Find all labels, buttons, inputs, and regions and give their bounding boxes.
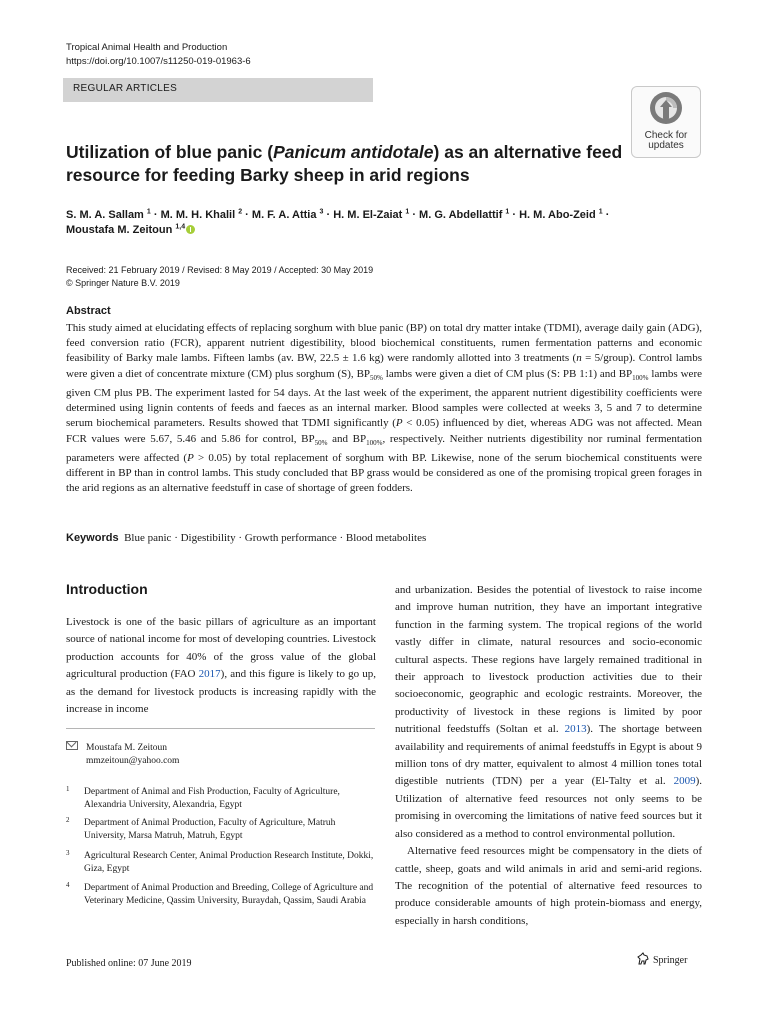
footnote-divider bbox=[66, 728, 375, 729]
author[interactable]: H. M. El-Zaiat bbox=[333, 209, 403, 221]
citation-link[interactable]: 2017 bbox=[198, 668, 221, 681]
section-banner bbox=[63, 78, 373, 102]
check-updates-label: Check for updates bbox=[644, 130, 688, 151]
article-page: Tropical Animal Health and Production https://doi.org/10.1007/s11250-019-01963-6 REGULAR ARTICLES Check for updates Utilization of blue panic (Panicum antidotale) as an alternative feed resource for feeding Barky sheep in arid regions S. M. A. Sallam $^1$ · M. M. H. Khalil $^2$ · M. F. A. Attia $^3$ · H. M. El-Zaiat $^1$ · M. G. Abdellattif $^1$ · H. M. Abo-Zeid $^1$ · Moustafa M. Zeitoun $^{1,4}$ Received: 21 February 2019 / Revised: 8 May 2019 / Accepted: 30 May 2019 © Springer Nature B.V. 2019 Abstract This study aimed at elucidating effects of replacing sorghum with blue panic (BP) on total dry matter intake (TDMI), average daily gain (ADG), feed conversion ratio (FCR), apparent nutrient digestibility, blood biochemical constituents, rumen fermentation patterns and economic feasibility of Barky male lambs. Fifteen lambs (av. BW, 22.5 ± 1.6 kg) were randomly allotted into 3 treatments (n = 5/group). Control lambs were given a diet of concentrate mixture (CM) plus sorghum (S), $BP_{50\%}$ lambs were given a diet of CM plus (S: PB 1:1) and $BP_{100\%}$ lambs were given CM plus PB. The experiment lasted for 54 days. At the last week of the experiment, the apparent nutrient digestibility coefficients were determined using lignin contents of feeds and faeces as an internal marker. Blood samples were collected at weeks 3, 5 and 7 to determine serum biochemical parameters. Results showed that TDMI significantly (P < 0.05) influenced by diet, whereas ADG was not affected. Mean FCR values were 5.67, 5.46 and 5.86 for control, $BP_{50\%}$ and $BP_{100\%}$, respectively. Neither nutrients digestibility nor ruminal fermentation parameters were affected (P > 0.05) by total replacement of sorghum with BP. Likewise, none of the serum biochemical constituents were different in BP than in control lambs. This study concluded that BP grass would be considered as one of the promising tropical green forages in the arid regions as an alternative feedstuff in case of shortage of green fodders. Keywords Blue panic · Digestibility · Growth performance · Blood metabolites Introduction Livestock is one of the basic pillars of agriculture as an important source of national income for most of developing countries. Livestock production accounts for 40% of the gross value of the global agricultural production (FAO 2017), and this figure is likely to go up, as the demand for livestock products is increasing rapidly with the increase in income and urbanization. Besides the potential of livestock to raise income and improve human nutrition, they have an important integrative function in the farming system. The tropical regions of the world vastly differ in climate, natural resources and socio-economic cultural aspects. These regions have largely remained traditional in their approach to livestock production activities due to their socioeconomic, geographic and ecologic restraints. Moreover, the productivity of livestock in these regions is limited by poor nutritional feedstuffs (Soltan et al. 2013). The shortage between availability and requirements of animal feedstuffs in Egypt is about 9 million tons of dry matter, equivalent to almost 4 million tones total digestible nutrients (TDN) per a year (El-Talty et al. 2009). Utilization of alternative feed resources not only seems to be promising in overcoming the limitations of native feed sources but it also considered as a method to control environmental pollution. Alternative feed resources might be compensatory in the diets of cattle, sheep, goats and wild animals in arid and semi-arid regions. The recognition of the potential of alternative feed resources to produce considerable amounts of high protein-biomass and energy, especially in harsh conditions, Moustafa M. Zeitoun mmzeitoun@yahoo.com 1 Department of Animal and Fish Production, Faculty of Agriculture, Alexandria University, Alexandria, Egypt 2 Department of Animal Production, Faculty of Agriculture, Matruh University, Marsa Matruh, Matruh, Egypt 3 Agricultural Research Center, Animal Production Research Institute, Dokki, Giza, Egypt 4 Department of Animal Production and Breeding, College of Agriculture and Veterinary Medicine, Qassim University, Buraydah, Qassim, Saudi Arabia Published online: 07 June 2019 Springer bbox=[0, 0, 768, 1024]
title-species-italic: Panicum antidotale bbox=[273, 142, 434, 162]
keywords-line: Keywords Blue panic · Digestibility · Growth performance · Blood metabolites bbox=[66, 532, 427, 544]
section-label: REGULAR ARTICLES bbox=[73, 83, 178, 94]
introduction-heading: Introduction bbox=[66, 581, 148, 597]
copyright-notice: © Springer Nature B.V. 2019 bbox=[66, 278, 180, 288]
envelope-icon bbox=[66, 741, 78, 750]
publisher-logo: Springer bbox=[636, 952, 687, 966]
citation-link[interactable]: 2013 bbox=[564, 723, 587, 736]
article-title: Utilization of blue panic (Panicum antidotale) as an alternative feed resource for feeding Barky sheep in arid regions bbox=[66, 142, 623, 185]
keywords-label: Keywords bbox=[66, 532, 119, 544]
citation-link[interactable]: 2009 bbox=[673, 775, 696, 788]
intro-left-column: Livestock is one of the basic pillars of agriculture as an important source of national income for most of developing countries. Livestock production accounts for 40% of the gross value of the global agricultural production (FAO 2017), and this figure is likely to go up, as the demand for livestock products is increasing rapidly with the increase in income bbox=[66, 616, 376, 716]
author[interactable]: M. G. Abdellattif bbox=[419, 209, 503, 221]
doi-link[interactable]: https://doi.org/10.1007/s11250-019-01963-6 bbox=[66, 56, 251, 67]
orcid-icon[interactable] bbox=[186, 225, 195, 234]
author[interactable]: Moustafa M. Zeitoun bbox=[66, 224, 173, 236]
author[interactable]: M. M. H. Khalil bbox=[160, 209, 236, 221]
check-updates-icon bbox=[648, 90, 684, 126]
author-list: S. M. A. Sallam $^1$ · M. M. H. Khalil $^2$ · M. F. A. Attia $^3$ · H. M. El-Zaiat $^1$ · M. G. Abdellattif $^1$ · H. M. Abo-Zeid $^1$ · Moustafa M. Zeitoun $^{1,4}$ bbox=[66, 208, 610, 236]
keyword: Digestibility bbox=[180, 532, 236, 544]
journal-name: Tropical Animal Health and Production bbox=[66, 42, 228, 53]
keyword: Blue panic bbox=[124, 532, 172, 544]
corresponding-author: Moustafa M. Zeitoun bbox=[66, 741, 167, 755]
springer-horse-icon bbox=[636, 952, 650, 966]
keyword: Growth performance bbox=[244, 532, 337, 544]
author[interactable]: H. M. Abo-Zeid bbox=[519, 209, 596, 221]
corresponding-email[interactable]: mmzeitoun@yahoo.com bbox=[86, 756, 180, 766]
article-dates: Received: 21 February 2019 / Revised: 8 May 2019 / Accepted: 30 May 2019 bbox=[66, 265, 374, 275]
author[interactable]: M. F. A. Attia bbox=[251, 209, 317, 221]
intro-paragraph: Alternative feed resources might be compensatory in the diets of cattle, sheep, goats and wild animals in arid and semi-arid regions. The recognition of the potential of alternative feed resources to produce considerable amounts of high protein-biomass and energy, especially in harsh conditions, bbox=[395, 845, 702, 927]
keyword: Blood metabolites bbox=[345, 532, 427, 544]
check-for-updates-button[interactable] bbox=[631, 86, 701, 158]
intro-right-column bbox=[395, 582, 702, 930]
intro-paragraph: and urbanization. Besides the potential of livestock to raise income and improve human nutrition, they have an important integrative function in the farming system. The tropical regions of the world vastly differ in climate, natural resources and socio-economic cultural aspects. These regions have largely remained traditional in their approach to livestock production activities due to their socioeconomic, geographic and ecologic restraints. Moreover, the productivity of livestock in these regions is limited by poor nutritional feedstuffs (Soltan et al. 2013). The shortage between availability and requirements of animal feedstuffs in Egypt is about 9 million tons of dry matter, equivalent to almost 4 million tones total digestible nutrients (TDN) per a year (El-Talty et al. 2009). Utilization of alternative feed resources not only seems to be promising in overcoming the limitations of native feed sources but it also considered as a method to control environmental pollution. bbox=[395, 584, 703, 840]
published-date: Published online: 07 June 2019 bbox=[66, 958, 192, 969]
author[interactable]: S. M. A. Sallam bbox=[66, 209, 144, 221]
abstract-heading: Abstract bbox=[66, 305, 111, 317]
abstract-text: This study aimed at elucidating effects of replacing sorghum with blue panic (BP) on total dry matter intake (TDMI), average daily gain (ADG), feed conversion ratio (FCR), apparent nutrient digestibility, blood biochemical constituents, rumen fermentation patterns and economic feasibility of Barky male lambs. Fifteen lambs (av. BW, 22.5 ± 1.6 kg) were randomly allotted into 3 treatments (n = 5/group). Control lambs were given a diet of concentrate mixture (CM) plus sorghum (S), $BP_{50\%}$ lambs were given a diet of CM plus (S: PB 1:1) and $BP_{100\%}$ lambs were given CM plus PB. The experiment lasted for 54 days. At the last week of the experiment, the apparent nutrient digestibility coefficients were determined using lignin contents of feeds and faeces as an internal marker. Blood samples were collected at weeks 3, 5 and 7 to determine serum biochemical parameters. Results showed that TDMI significantly (P < 0.05) influenced by diet, whereas ADG was not affected. Mean FCR values were 5.67, 5.46 and 5.86 for control, $BP_{50\%}$ and $BP_{100\%}$, respectively. Neither nutrients digestibility nor ruminal fermentation parameters were affected (P > 0.05) by total replacement of sorghum with BP. Likewise, none of the serum biochemical constituents were different in BP than in control lambs. This study concluded that BP grass would be considered as one of the promising tropical green forages in the arid regions as an alternative feedstuff in case of shortage of green fodders. bbox=[66, 322, 703, 495]
